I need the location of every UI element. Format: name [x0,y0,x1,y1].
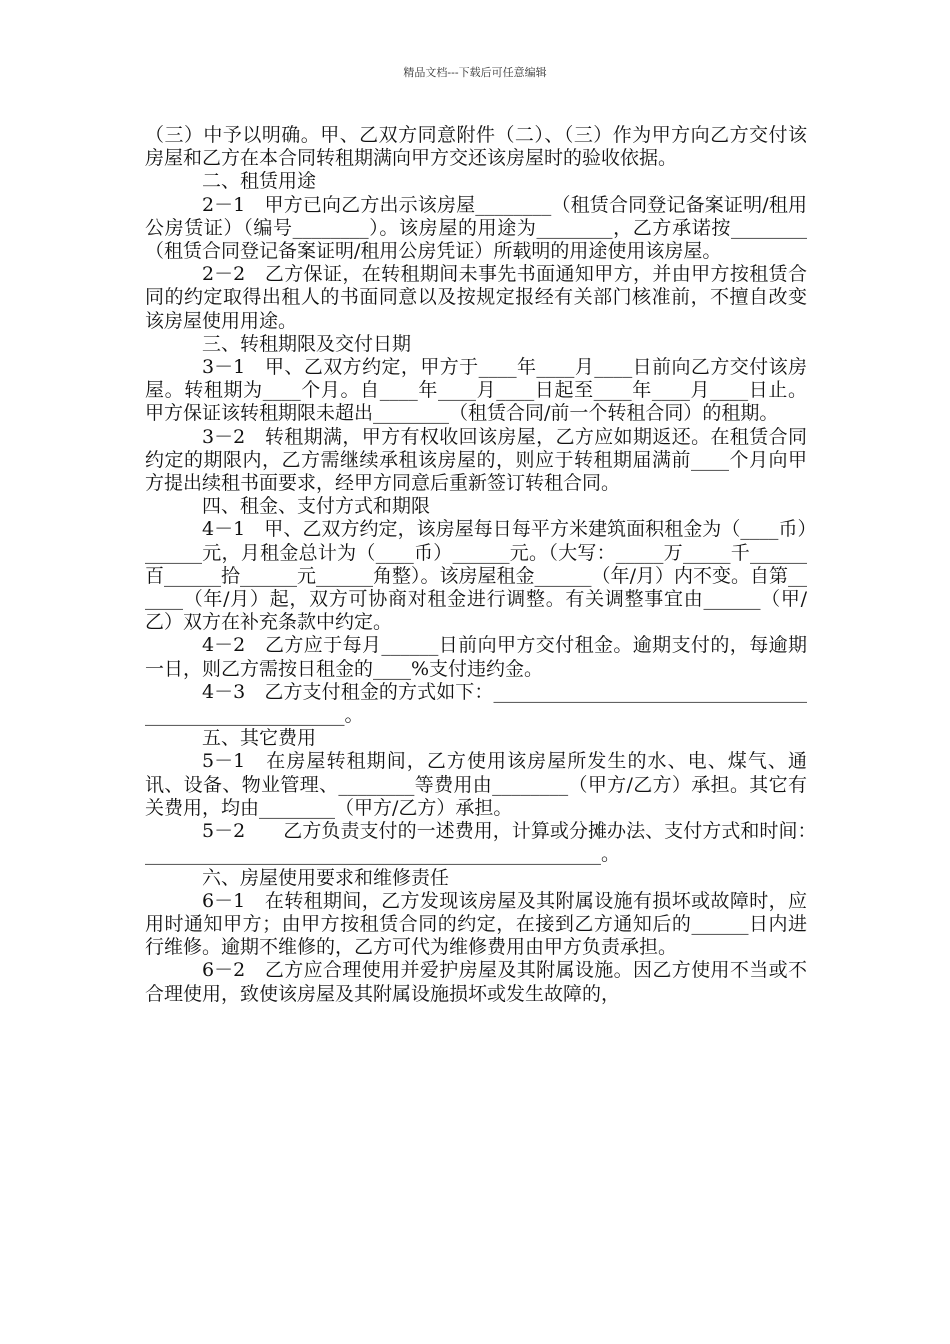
clause-6-2: 6－2 乙方应合理使用并爱护房屋及其附属设施。因乙方使用不当或不合理使用，致使该房屋及其附属设施损坏或发生故障的， [145,959,807,1005]
clause-5-1: 5－1 在房屋转租期间，乙方使用该房屋所发生的水、电、煤气、通讯、设备、物业管理、________等费用由________（甲方/乙方）承担。其它有关费用，均由________（甲方/乙方）承担。 [145,750,807,819]
paragraph-continuation: （三）中予以明确。甲、乙双方同意附件（二）、（三）作为甲方向乙方交付该房屋和乙方在本合同转租期满向甲方交还该房屋时的验收依据。 [145,124,807,170]
clause-2-2: 2－2 乙方保证，在转租期间未事先书面通知甲方，并由甲方按租赁合同的约定取得出租人的书面同意以及按规定报经有关部门核准前，不擅自改变该房屋使用用途。 [145,263,807,332]
clause-4-3: 4－3 乙方支付租金的方式如下：______________________________________________________。 [145,680,807,727]
section-heading-3: 三、转租期限及交付日期 [202,332,412,355]
clause-4-2: 4－2 乙方应于每月______日前向甲方交付租金。逾期支付的，每逾期一日，则乙方需按日租金的____%支付违约金。 [145,634,807,680]
clause-4-1: 4－1 甲、乙双方约定，该房屋每日每平方米建筑面积租金为（____币）______元，月租金总计为（____币）______元。（大写：_____万_____千______百______拾______元______角整）。该房屋租金______（年/月）内不变。自第______（年/月）起，双方可协商对租金进行调整。有关调整事宜由______（甲/乙）双方在补充条款中约定。 [145,518,807,634]
clause-3-1: 3－1 甲、乙双方约定，甲方于____年____月____日前向乙方交付该房屋。转租期为____个月。自____年____月____日起至____年____月____日止。甲方保证该转租期限未超出________（租赁合同/前一个转租合同）的租期。 [145,356,807,425]
section-heading-4: 四、租金、支付方式和期限 [202,495,431,518]
section-heading-2: 二、租赁用途 [202,170,317,193]
clause-5-2: 5－2 乙方负责支付的一述费用，计算或分摊办法、支付方式和时间： ________________________________________________。 [145,820,827,866]
page-header: 精品文档---下载后可任意编辑 [403,66,547,79]
clause-3-2: 3－2 转租期满，甲方有权收回该房屋，乙方应如期返还。在租赁合同约定的期限内，乙方需继续承租该房屋的，则应于转租期届满前____个月向甲方提出续租书面要求，经甲方同意后重新签订转租合同。 [145,425,807,495]
section-heading-6: 六、房屋使用要求和维修责任 [202,866,450,889]
clause-6-1: 6－1 在转租期间，乙方发现该房屋及其附属设施有损坏或故障时，应用时通知甲方；由甲方按租赁合同的约定，在接到乙方通知后的______日内进行维修。逾期不维修的，乙方可代为维修费用由甲方负责承担。 [145,889,807,959]
clause-2-1: 2－1 甲方已向乙方出示该房屋________（租赁合同登记备案证明/租用公房赁证）（编号________）。该房屋的用途为________，乙方承诺按________（租赁合同登记备案证明/租用公房凭证）所载明的用途使用该房屋。 [145,193,807,263]
document-body [145,124,827,1006]
section-heading-5: 五、其它费用 [202,727,317,750]
